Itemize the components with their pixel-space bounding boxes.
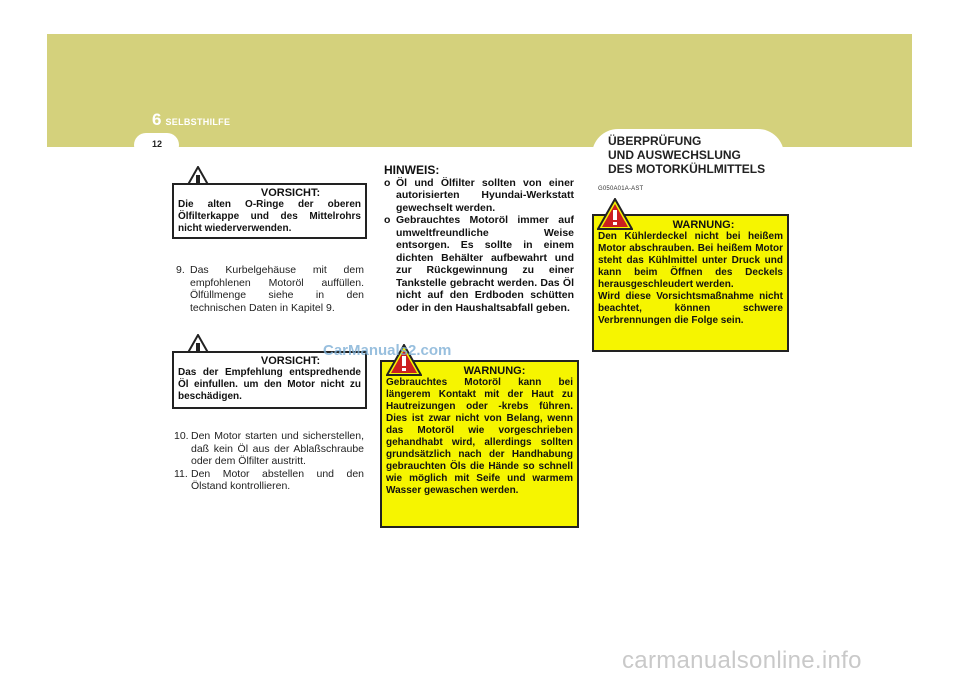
header-band [47,34,912,147]
warning-text: Gebrauchtes Motoröl kann bei längerem Kontakt mit der Haut zu Hautreizungen oder -krebs führen. Dies ist zwar nicht von Belang, wenn das Motoröl wie vorgeschrieben gehandhabt wird, allerdings sollten grundsätzlich nach der Handhabung gebrauchten Öls die Hände so schnell wie möglich mit Seife und warmem Wasser gewaschen werden. [386,377,573,496]
section-title: ÜBERPRÜFUNG UND AUSWECHSLUNG DES MOTORKÜHLMITTELS [608,134,766,176]
warning-box-used-oil [380,360,579,528]
warning-title: WARNUNG: [463,365,526,377]
caution-title: VORSICHT: [260,187,321,199]
steps-10-11 [174,430,364,493]
note-bullet: o [384,214,391,226]
note-text: Öl und Ölfilter sollten von einer autorisierten Hyundai-Werkstatt gewechselt werden. [396,176,574,214]
step-number: 9. [176,264,185,276]
page-number: 12 [152,139,163,149]
warning-title: WARNUNG: [672,219,735,231]
chapter-heading [152,110,230,130]
warning-text: Den Kühlerdeckel nicht bei heißem Motor abschrauben. Bei heißem Motor steht das Kühlmittel unter Druck und kann beim Öffnen des Deckels herausgeschleudert werden. Wird diese Vorsichtsmaßnahme nicht beachtet, können schwere Verbrennungen die Folge sein. [598,231,783,326]
step-text: Den Motor starten und sicherstellen, daß kein Öl aus der Ablaßschraube oder dem Ölfilter austritt. [191,430,364,467]
note-block [384,164,574,314]
watermark-bottom: carmanualsonline.info [622,647,862,674]
step-text: Das Kurbelgehäuse mit dem empfohlenen Motoröl auffüllen. Ölfüllmenge siehe in den technischen Daten in Kapitel 9. [190,264,364,314]
caution-box-o-rings [172,183,367,239]
note-item [384,177,574,215]
watermark-top: CarManuals2.com [323,342,452,359]
reference-code: G050A01A-AST [598,186,644,192]
caution-text: Die alten O-Ringe der oberen Ölfilterkappe und des Mittelrohrs nicht wiederverwenden. [178,199,361,234]
note-title: HINWEIS: [384,163,440,177]
caution-title: VORSICHT: [260,355,321,367]
warning-box-radiator-cap [592,214,789,352]
step-number: 10. [174,430,189,442]
warning-triangle-icon [597,198,633,230]
chapter-title: SELBSTHILFE [165,117,231,127]
note-bullet: o [384,176,391,189]
chapter-number: 6 [152,110,162,129]
step-text: Den Motor abstellen und den Ölstand kontrollieren. [191,467,364,492]
note-text: Gebrauchtes Motoröl immer auf umweltfreundliche Weise entsorgen. Es sollte in einem dichten Behälter aufbewahrt und zur Rückgewinnung zu einer Tankstelle gebracht werden. Das Öl nicht auf den Erdboden schütten oder in den Haushaltsabfall geben. [396,214,574,314]
step-9 [176,264,364,314]
note-item [384,214,574,314]
step-number: 11. [174,467,188,480]
caution-box-oil-recommendation [172,351,367,409]
caution-text: Das der Empfehlung entspredhende Öl einfullen. um den Motor nicht zu beschädigen. [178,367,361,402]
